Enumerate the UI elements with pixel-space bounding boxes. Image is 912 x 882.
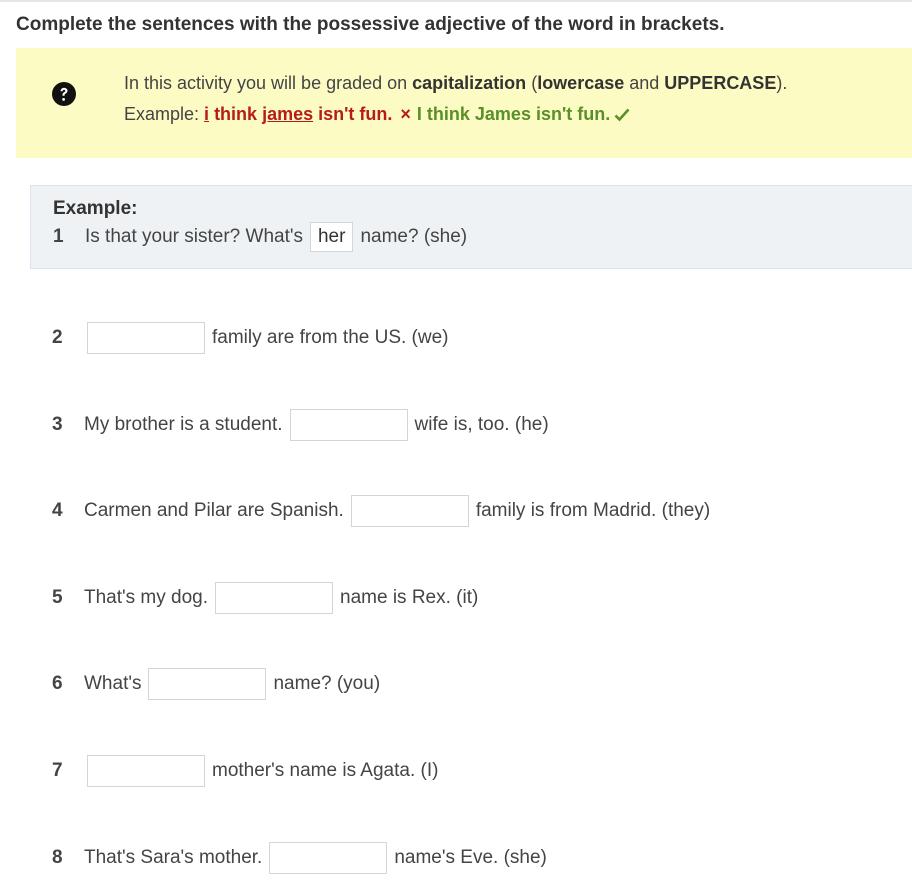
note-example-label: Example:	[124, 104, 205, 124]
wrong-text: isn't fun.	[313, 104, 393, 124]
answer-input-3[interactable]	[290, 409, 408, 441]
sentence-before: Carmen and Pilar are Spanish.	[84, 500, 344, 521]
wrong-word: i	[204, 104, 210, 124]
grading-note-text	[124, 73, 787, 94]
grading-note	[16, 48, 912, 158]
note-text: (	[526, 73, 538, 93]
sentence-after: name? (you)	[273, 673, 381, 694]
sentence-after: name's Eve. (she)	[394, 847, 547, 868]
question-number: 2	[52, 327, 63, 348]
answer-input-5[interactable]	[215, 582, 333, 614]
example-sentence	[53, 222, 467, 252]
question-row	[52, 322, 449, 354]
question-number: 4	[52, 500, 63, 521]
example-answer: her	[310, 222, 353, 252]
note-text: and	[624, 73, 665, 93]
cross-icon: ×	[400, 104, 411, 124]
question-number: 5	[52, 587, 63, 608]
instructions-heading: Complete the sentences with the possessive adjective of the word in brackets.	[16, 14, 725, 35]
top-divider	[0, 0, 912, 2]
question-row	[52, 582, 478, 614]
correct-example: I think James isn't fun.	[416, 104, 611, 124]
question-row	[52, 842, 547, 874]
note-bold-uppercase: UPPERCASE	[664, 73, 777, 93]
question-row	[52, 409, 549, 441]
wrong-example	[204, 104, 392, 124]
wrong-text: think	[209, 104, 263, 124]
question-row	[52, 755, 438, 787]
question-number: 1	[53, 226, 64, 247]
answer-input-8[interactable]	[269, 842, 387, 874]
sentence-before: What's	[84, 673, 142, 694]
sentence-before: That's my dog.	[84, 587, 209, 608]
question-number: 6	[52, 673, 63, 694]
grading-example	[124, 104, 630, 125]
question-number: 3	[52, 414, 63, 435]
answer-input-4[interactable]	[351, 495, 469, 527]
answer-input-2[interactable]	[87, 322, 205, 354]
checkmark-icon	[614, 108, 630, 122]
question-row	[52, 495, 710, 527]
wrong-word: james	[262, 104, 314, 124]
sentence-after: name is Rex. (it)	[340, 587, 479, 608]
question-circle-icon[interactable]	[52, 82, 76, 106]
sentence-after: wife is, too. (he)	[414, 414, 549, 435]
sentence-after: name? (she)	[360, 226, 468, 247]
question-number: 8	[52, 847, 63, 868]
sentence-before: My brother is a student.	[84, 414, 283, 435]
note-text: ).	[776, 73, 788, 93]
sentence-after: family are from the US. (we)	[212, 327, 449, 348]
sentence-after: family is from Madrid. (they)	[475, 500, 711, 521]
note-text: In this activity you will be graded on	[124, 73, 413, 93]
sentence-after: mother's name is Agata. (I)	[212, 760, 439, 781]
example-label: Example:	[53, 198, 138, 219]
question-number: 7	[52, 760, 63, 781]
example-box	[30, 185, 912, 269]
sentence-before: Is that your sister? What's	[85, 226, 303, 247]
answer-input-7[interactable]	[87, 755, 205, 787]
sentence-before: That's Sara's mother.	[84, 847, 263, 868]
note-bold-lowercase: lowercase	[537, 73, 625, 93]
note-bold-capitalization: capitalization	[412, 73, 527, 93]
answer-input-6[interactable]	[148, 668, 266, 700]
question-row	[52, 668, 380, 700]
